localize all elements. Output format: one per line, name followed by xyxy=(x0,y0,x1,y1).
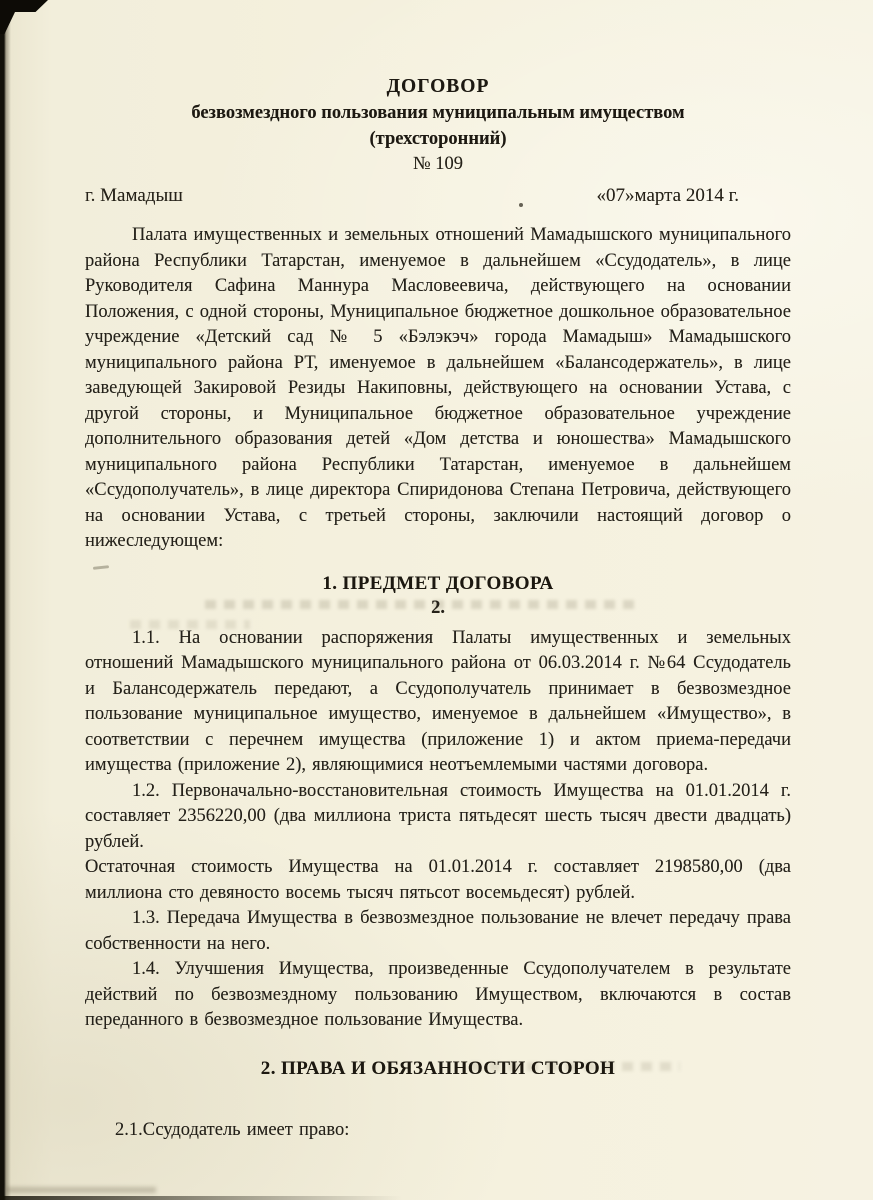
clause-residual-value: Остаточная стоимость Имущества на 01.01.2014 г. составляет 2198580,00 (два миллиона сто девяносто восемь тысяч пятьсот восемьдесят) рублей. xyxy=(85,857,791,903)
scan-bottom-edge xyxy=(0,1196,402,1200)
document-date: «07»марта 2014 г. xyxy=(596,185,739,206)
place-date-row xyxy=(85,183,791,209)
document-title: ДОГОВОР xyxy=(386,76,490,97)
document-number: № 109 xyxy=(412,154,464,174)
section-1-body xyxy=(85,626,791,1034)
clause-1-1: 1.1. На основании распоряжения Палаты имущественных и земельных отношений Мамадышского муниципального района от 06.03.2014 г. №64 Ссудодатель и Балансодержатель передают, а Ссудополучатель принимает в безвозмездное пользование муниципальное имущество, именуемое в дальнейшем «Имущество», в соответствии с перечнем имущества (приложение 1) и актом приема-передачи имущества (приложение 2), являющимися неотъемлемыми частями договора. xyxy=(85,627,791,775)
document-subtitle: безвозмездного пользования муниципальным имуществом xyxy=(191,103,685,123)
clause-1-3: 1.3. Передача Имущества в безвозмездное пользование не влечет передачу права собственности на него. xyxy=(85,908,791,954)
section-1-subnumber: 2. xyxy=(431,597,445,618)
clause-1-4: 1.4. Улучшения Имущества, произведенные Ссудополучателем в результате действий по безвозмездному пользованию Имуществом, включаются в состав переданного в безвозмездное пользование Имущества. xyxy=(85,959,791,1030)
document-type-line: (трехсторонний) xyxy=(369,129,507,149)
section-2-heading: 2. ПРАВА И ОБЯЗАННОСТИ СТОРОН xyxy=(260,1057,616,1079)
section-1-heading: 1. ПРЕДМЕТ ДОГОВОРА xyxy=(322,572,554,594)
clause-2-1: 2.1.Ссудодатель имеет право: xyxy=(115,1119,350,1140)
document-place: г. Мамадыш xyxy=(85,185,183,206)
preamble-paragraph: Палата имущественных и земельных отношений Мамадышского муниципального района Республики Татарстан, именуемое в дальнейшем «Ссудодатель», в лице Руководителя Сафина Маннура Масловеевича, действующего на основании Положения, с одной стороны, Муниципальное бюджетное дошкольное образовательное учреждение «Детский сад № 5 «Бэлэкэч» города Мамадыш» Мамадышского муниципального района РТ, именуемое в дальнейшем «Балансодержатель», в лице заведующей Закировой Резиды Накиповны, действующего на основании Устава, с другой стороны, и Муниципальное бюджетное образовательное учреждение дополнительного образования детей «Дом детства и юношества» Мамадышского муниципального района Республики Татарстан, именуемое в дальнейшем «Ссудополучатель», в лице директора Спиридонова Степана Петровича, действующего на основании Устава, с третьей стороны, заключили настоящий договор о нижеследующем: xyxy=(85,225,791,551)
clause-1-2: 1.2. Первоначально-восстановительная стоимость Имущества на 01.01.2014 г. составляет 2356220,00 (два миллиона триста пятьдесят шесть тысяч двести двадцать) рублей. xyxy=(85,780,791,852)
scan-smudge xyxy=(6,1187,156,1193)
